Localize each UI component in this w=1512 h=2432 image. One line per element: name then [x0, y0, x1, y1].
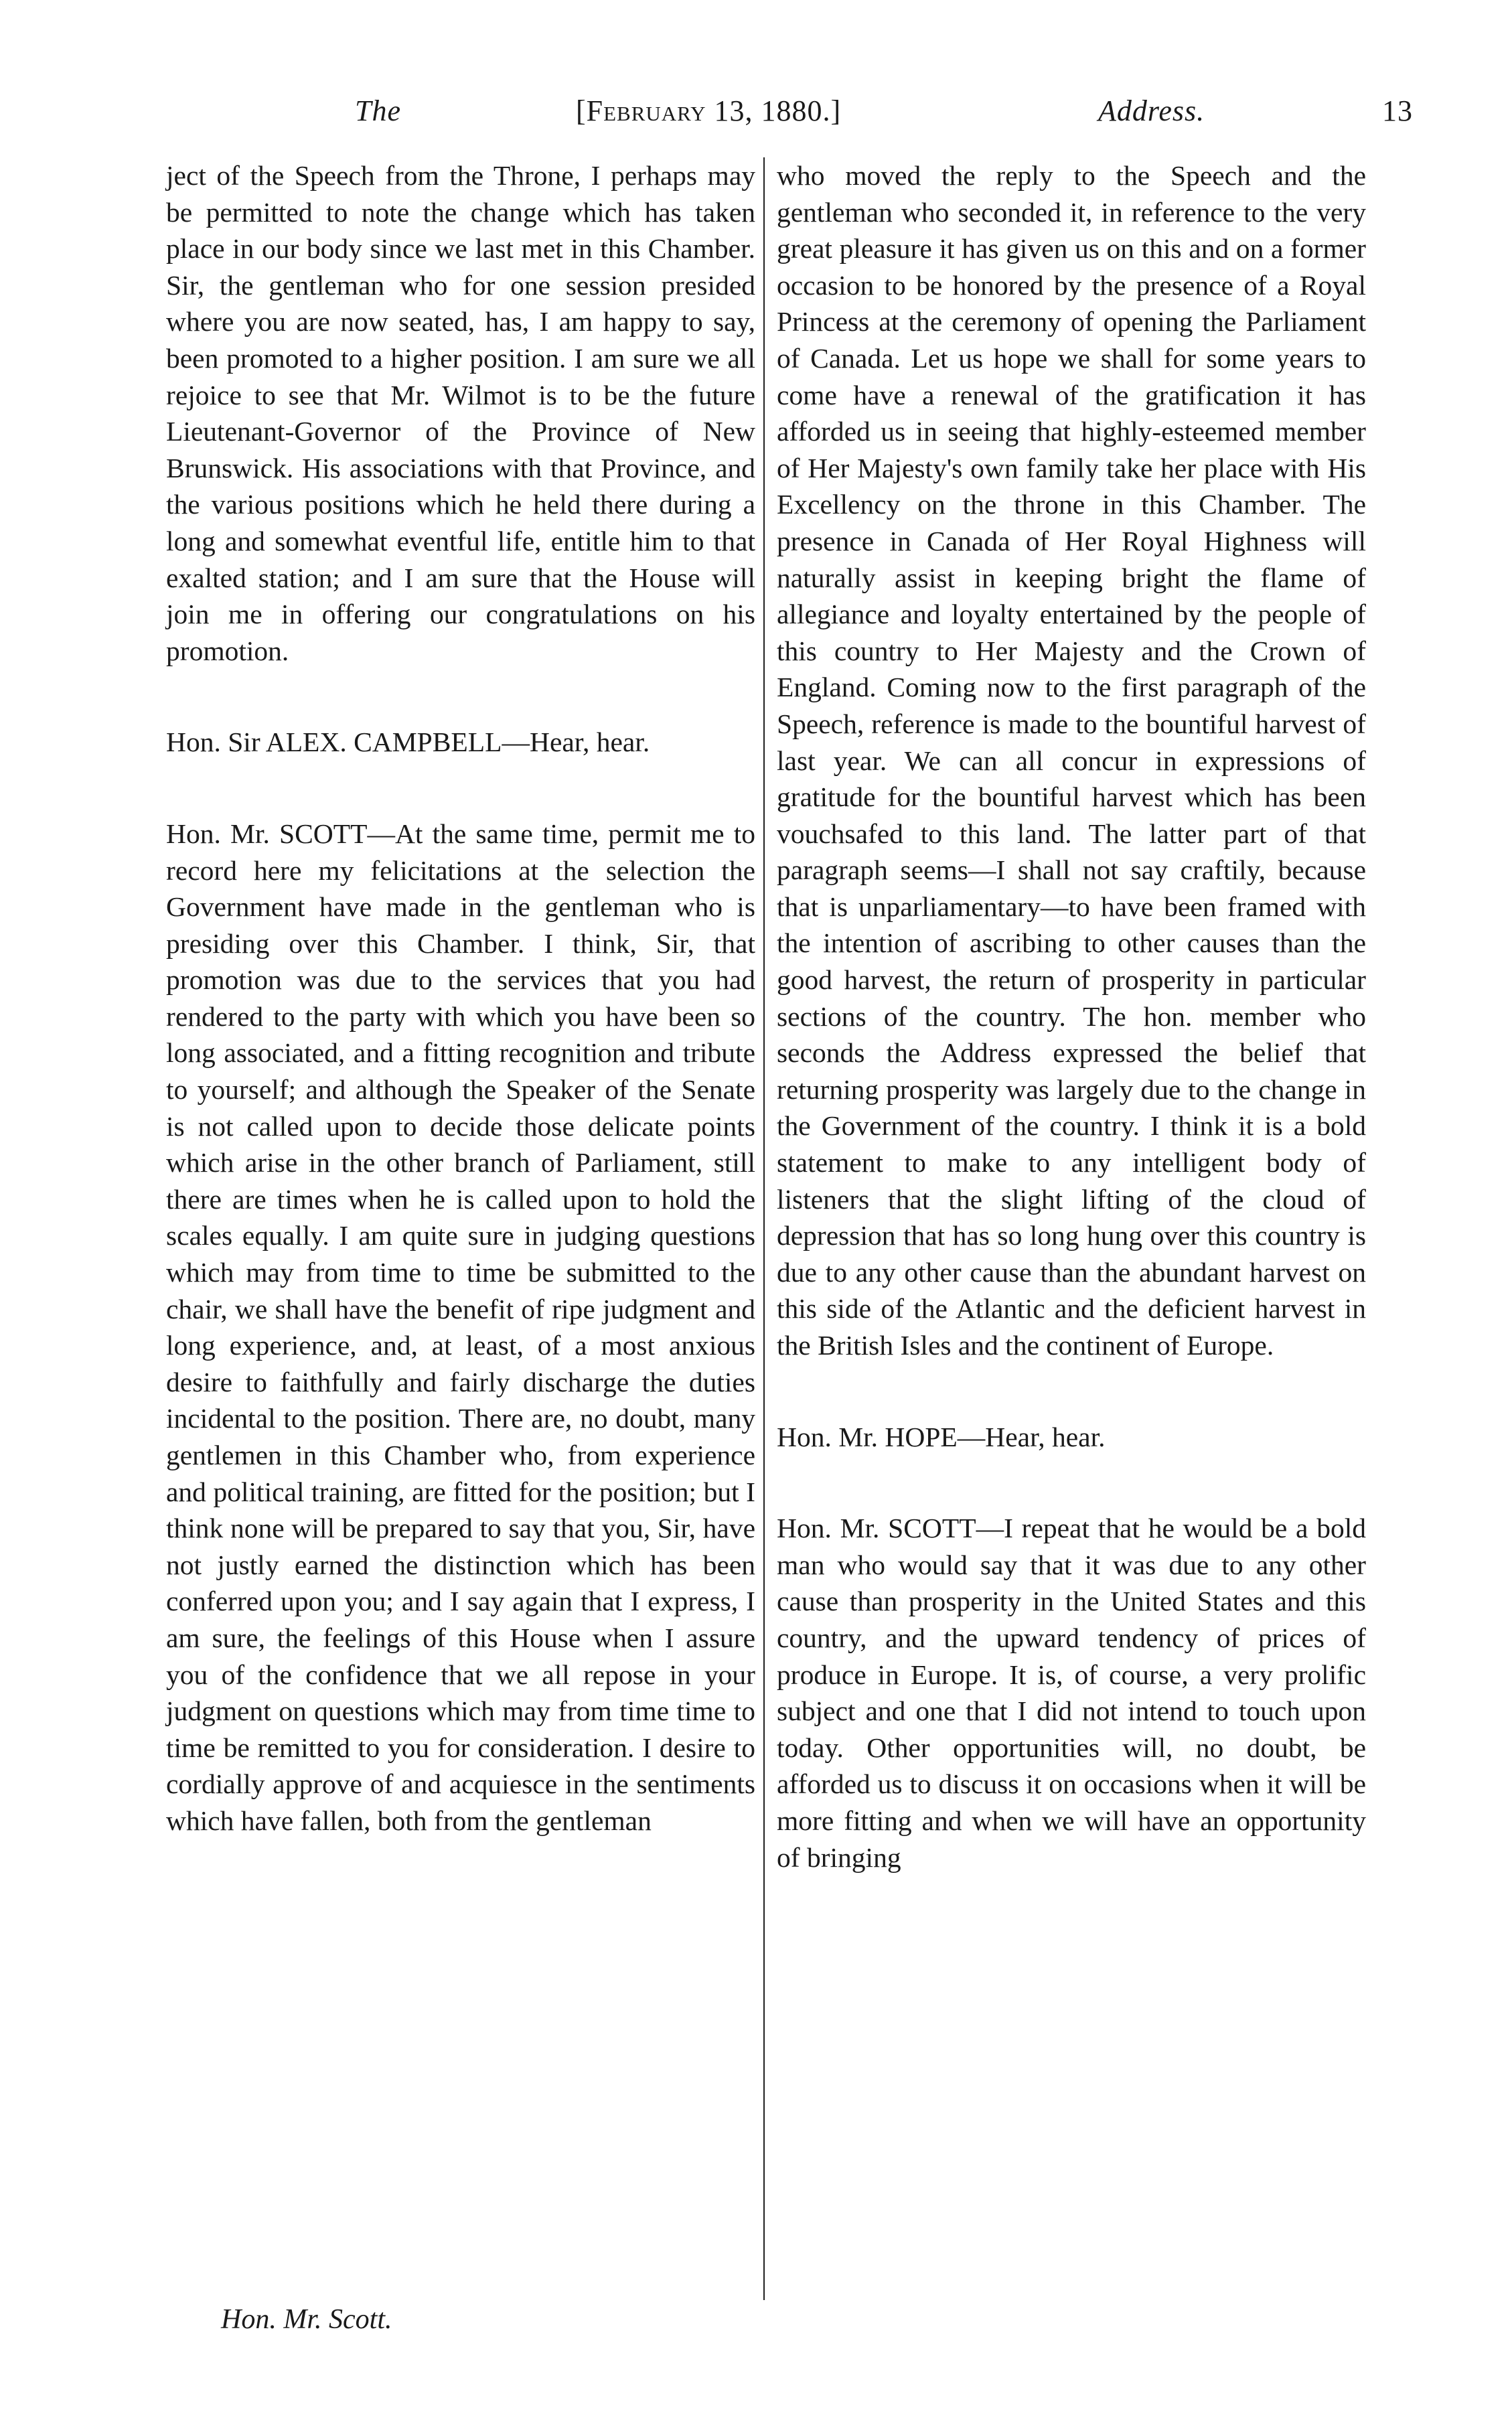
left-paragraph-scott: Hon. Mr. SCOTT—At the same time, permit me to record here my felicitations at the selection the Government have made in the gentleman who is presiding over this Chamber. I think, Sir, that promotion was due to the services that you had rendered to the party with which you have been so long associated, and a fitting recognition and tribute to yourself; and although the Speaker of the Senate is not called upon to decide those delicate points which arise in the other branch of Parliament, still there are times when he is called upon to hold the scales equally. I am quite sure in judging questions which may from time to time be submitted to the chair, we shall have the benefit of ripe judgment and long experience, and, at least, of a most anxious desire to faithfully and fairly discharge the duties incidental to the position. There are, no doubt, many gentlemen in this Chamber who, from experience and political training, are fitted for the position; but I think none will be prepared to say that you, Sir, have not justly earned the distinction which has been conferred upon you; and I say again that I express, I am sure, the feelings of this House when I assure you of the confidence that we all repose in your judgment on questions which may from time time to time be remitted to you for consideration. I desire to cordially approve of and acquiesce in the sentiments which have fallen, both from the gentleman [166, 818, 755, 1836]
page-footer: Hon. Mr. Scott. [221, 2304, 392, 2335]
right-paragraph-hope: Hon. Mr. HOPE—Hear, hear. [777, 1421, 1106, 1452]
running-title-right: Address. [1098, 94, 1205, 127]
left-paragraph-campbell: Hon. Sir ALEX. CAMPBELL—Hear, hear. [166, 727, 650, 758]
left-paragraph-1: ject of the Speech from the Throne, I perhaps may be permitted to note the change which has taken place in our body since we last met in this Chamber. Sir, the gentleman who for one session presided where you are now seated, has, I am happy to say, been promoted to a higher position. I am sure we all rejoice to see that Mr. Wilmot is to be the future Lieutenant-Governor of the Province of New Brunswick. His associations with that Province, and the various positions which he held there during a long and somewhat eventful life, entitle him to that exalted station; and I am sure that the House will join me in offering our congratulations on his promotion. [166, 160, 755, 666]
running-title-left: The [355, 94, 401, 127]
right-paragraph-scott: Hon. Mr. SCOTT—I repeat that he would be a bold man who would say that it was due to any other cause than prosperity in the United States and this country, and the upward tendency of prices of produce in Europe. It is, of course, a very prolific subject and one that I did not intend to touch upon today. Other opportunities will, no doubt, be afforded us to discuss it on occasions when it will be more fitting and when we will have an opportunity of bringing [777, 1513, 1366, 1873]
right-paragraph-1: who moved the reply to the Speech and the gentleman who seconded it, in reference to the very great pleasure it has given us on this and on a former occasion to be honored by the presence of a Royal Princess at the ceremony of opening the Parliament of Canada. Let us hope we shall for some years to come have a renewal of the gratification it has afforded us in seeing that highly-esteemed member of Her Majesty's own family take her place with His Excellency on the throne in this Chamber. The presence in Canada of Her Royal Highness will naturally assist in keeping bright the flame of allegiance and loyalty entertained by the people of this country to Her Majesty and the Crown of England. Coming now to the first paragraph of the Speech, reference is made to the bountiful harvest of last year. We can all concur in expressions of gratitude for the bountiful harvest which has been vouchsafed to this land. The latter part of that paragraph seems—I shall not say craftily, because that is unparliamentary—to have been framed with the intention of ascribing to other causes than the good harvest, the return of prosperity in particular sections of the country. The hon. member who seconds the Address expressed the belief that returning prosperity was largely due to the change in the Government of the country. I think it is a bold statement to make to any intelligent body of listeners that the slight lifting of the cloud of depression that has so long hung over this country is due to any other cause than the abundant harvest on this side of the Atlantic and the deficient harvest in the British Isles and the continent of Europe. [777, 160, 1366, 1361]
column-divider [763, 157, 765, 2300]
left-column [166, 157, 755, 1839]
right-column [777, 157, 1366, 1876]
page-number: 13 [1382, 94, 1413, 127]
header-date: [February 13, 1880.] [576, 94, 842, 127]
page-header [161, 94, 1413, 141]
